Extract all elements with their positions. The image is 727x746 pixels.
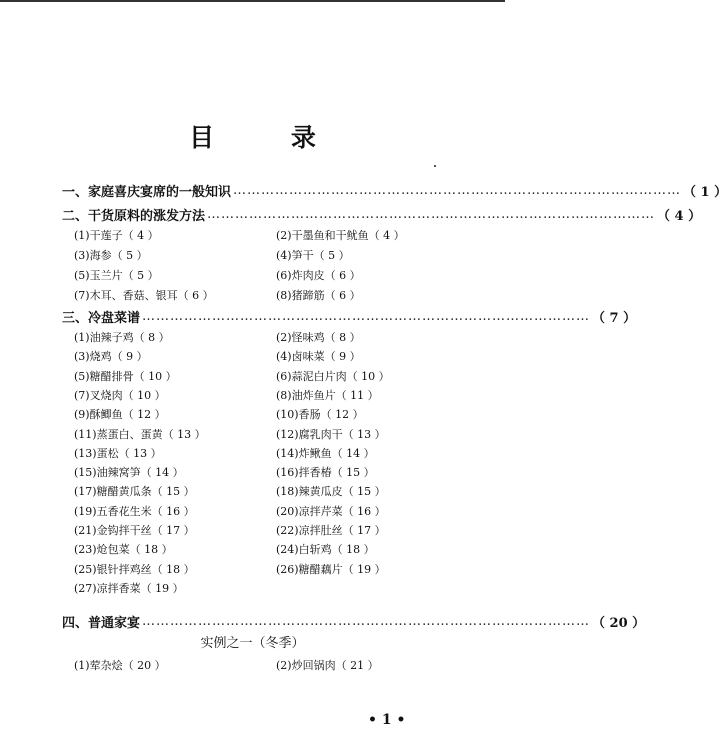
stray-mark — [434, 165, 436, 167]
toc-item[interactable]: (15)油辣窝笋（ 14 ） — [74, 466, 184, 480]
toc-item[interactable]: (24)白斩鸡（ 18 ） — [276, 543, 375, 557]
section-label: 三、冷盘菜谱 — [62, 310, 141, 326]
toc-item[interactable]: (19)五香花生米（ 16 ） — [74, 504, 195, 518]
section-label: 二、干货原料的涨发方法 — [62, 208, 206, 224]
section-page: （ 7 ） — [592, 310, 637, 326]
toc-item[interactable]: (13)蛋松（ 13 ） — [74, 446, 162, 460]
toc-item[interactable]: (14)炸鳅鱼（ 14 ） — [276, 446, 375, 460]
toc-item[interactable]: (10)香肠（ 12 ） — [276, 408, 364, 422]
toc-item[interactable]: (6)炸肉皮（ 6 ） — [276, 269, 361, 282]
toc-item[interactable]: (21)金钩拌干丝（ 17 ） — [74, 524, 195, 537]
toc-item[interactable]: (25)银针拌鸡丝（ 18 ） — [74, 562, 195, 576]
toc-item[interactable]: (2)炒回锅肉（ 21 ） — [276, 659, 379, 672]
toc-section-1[interactable] — [62, 180, 727, 200]
toc-item[interactable]: (4)笋干（ 5 ） — [276, 249, 350, 262]
toc-item[interactable]: (11)蒸蛋白、蛋黄（ 13 ） — [74, 427, 206, 441]
top-rule — [0, 0, 505, 2]
toc-item[interactable]: (2)干墨鱼和干鱿鱼（ 4 ） — [276, 229, 405, 242]
toc-item[interactable]: (1)荤杂烩（ 20 ） — [74, 659, 166, 672]
toc-item[interactable]: (3)烧鸡（ 9 ） — [74, 350, 148, 364]
toc-item[interactable]: (1)干莲子（ 4 ） — [74, 229, 159, 242]
section-label: 四、普通家宴 — [62, 615, 141, 631]
leader-dots: …………………………………………………………………………………… — [142, 308, 591, 324]
leader-dots: …………………………………………………………………………………… — [233, 182, 682, 198]
leader-dots: …………………………………………………………………………………… — [142, 613, 591, 629]
toc-item[interactable]: (6)蒜泥白片肉（ 10 ） — [276, 369, 390, 383]
toc-item[interactable]: (2)怪味鸡（ 8 ） — [276, 331, 361, 344]
toc-item[interactable]: (17)糖醋黄瓜条（ 15 ） — [74, 485, 195, 499]
toc-item[interactable]: (1)油辣子鸡（ 8 ） — [74, 331, 170, 344]
leader-dots: …………………………………………………………………………………… — [207, 206, 656, 222]
section-label: 一、家庭喜庆宴席的一般知识 — [62, 184, 232, 200]
section-page: （ 4 ） — [657, 208, 702, 224]
toc-item[interactable]: (27)凉拌香菜（ 19 ） — [74, 581, 184, 595]
toc-item[interactable]: (7)叉烧肉（ 10 ） — [74, 388, 166, 402]
toc-item[interactable]: (8)猪蹄筋（ 6 ） — [276, 289, 361, 302]
toc-item[interactable]: (5)玉兰片（ 5 ） — [74, 269, 159, 282]
toc-item[interactable]: (22)凉拌肚丝（ 17 ） — [276, 524, 386, 537]
toc-item[interactable]: (9)酥鲫鱼（ 12 ） — [74, 408, 166, 422]
toc-item[interactable]: (7)木耳、香菇、银耳（ 6 ） — [74, 289, 214, 302]
toc-item[interactable]: (16)拌香椿（ 15 ） — [276, 466, 375, 480]
toc-section-2[interactable] — [62, 204, 702, 224]
toc-item[interactable]: (3)海参（ 5 ） — [74, 249, 148, 262]
toc-item[interactable]: (12)腐乳肉干（ 13 ） — [276, 427, 386, 441]
section-page: （ 1 ） — [683, 184, 727, 200]
toc-item[interactable]: (8)油炸鱼片（ 11 ） — [276, 388, 379, 402]
page-title: 目 录 — [189, 123, 350, 152]
toc-item[interactable]: (18)辣黄瓜皮（ 15 ） — [276, 485, 386, 499]
toc-section-4[interactable] — [62, 611, 646, 631]
toc-item[interactable]: (4)卤味菜（ 9 ） — [276, 350, 361, 364]
section-page: （ 20 ） — [592, 615, 646, 631]
toc-item[interactable]: (26)糖醋藕片（ 19 ） — [276, 562, 386, 576]
toc-item[interactable]: (23)炝包菜（ 18 ） — [74, 543, 173, 557]
page-number: • 1 • — [368, 712, 406, 728]
toc-item[interactable]: (5)糖醋排骨（ 10 ） — [74, 369, 177, 383]
toc-section-3[interactable] — [62, 306, 637, 326]
toc-item[interactable]: (20)凉拌芹菜（ 16 ） — [276, 504, 386, 518]
example-subtitle: 实例之一（冬季） — [200, 636, 305, 651]
